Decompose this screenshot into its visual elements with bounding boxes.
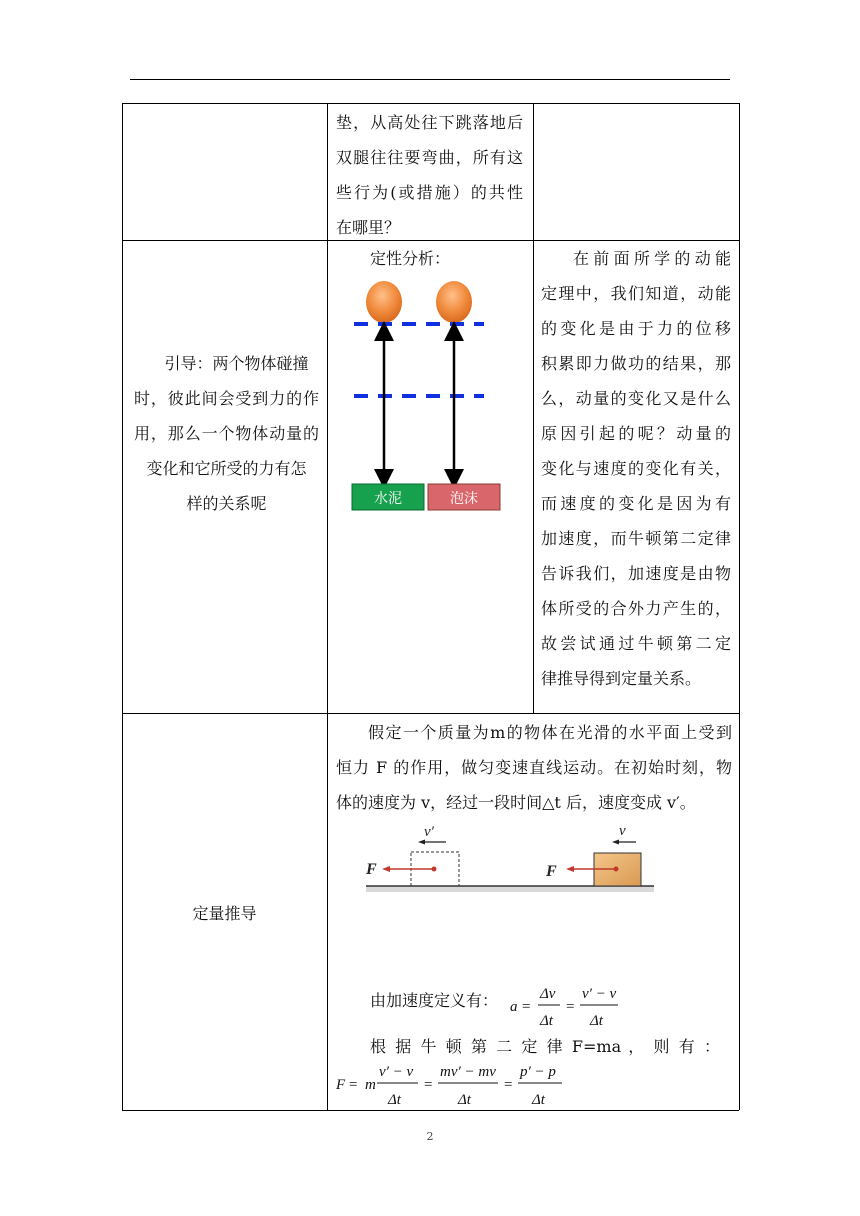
accel-definition-text: 由加速度定义有： xyxy=(370,991,499,1010)
text-line: 用，那么一个物体动量的 xyxy=(134,424,319,443)
svg-text:a: a xyxy=(510,999,518,1015)
svg-text:=: = xyxy=(349,1077,358,1093)
text-line: 体的速度为 v，经过一段时间△t 后，速度变成 v′。 xyxy=(336,793,696,812)
svg-text:=: = xyxy=(566,999,575,1015)
cement-label: 水泥 xyxy=(374,491,402,507)
accel-formula xyxy=(510,983,620,1029)
velocity-arrow-left-head xyxy=(418,840,425,845)
text-line: 律推导得到定量关系。 xyxy=(541,669,702,688)
egg-left xyxy=(366,281,402,323)
svg-text:=: = xyxy=(522,999,531,1015)
row3-intro xyxy=(336,715,732,820)
svg-text:Δt: Δt xyxy=(540,1013,553,1029)
svg-text:Δt: Δt xyxy=(532,1092,545,1108)
svg-text:=: = xyxy=(424,1077,433,1093)
quantitative-label: 定量推导 xyxy=(192,904,257,923)
text-line: 引导：两个物体碰撞 xyxy=(164,354,309,373)
qualitative-title: 定性分析： xyxy=(370,249,451,268)
text-line: 告诉我们，加速度是由物 xyxy=(541,564,731,583)
foam-label: 泡沫 xyxy=(450,491,478,507)
text-line: 些行为(或措施）的共性 xyxy=(336,183,523,202)
svg-text:=: = xyxy=(504,1077,513,1093)
text-line: 在前面所学的动能 xyxy=(573,249,731,268)
row2-explanation xyxy=(541,241,731,696)
momentum-formula xyxy=(336,1061,576,1109)
force-arrow-right-head xyxy=(566,866,574,872)
svg-text:Δv: Δv xyxy=(540,986,556,1002)
text-line: 故尝试通过牛顿第二定 xyxy=(541,634,731,653)
force-label-right: F xyxy=(546,863,557,880)
svg-text:Δt: Δt xyxy=(388,1092,401,1108)
egg-right xyxy=(436,281,472,323)
force-figure xyxy=(360,816,660,898)
text-line: 么，动量的变化又是什么 xyxy=(541,389,731,408)
text-line: 变化与速度的变化有关， xyxy=(541,459,731,478)
svg-text:p′ − p: p′ − p xyxy=(520,1064,556,1080)
page-number: 2 xyxy=(426,1130,434,1143)
text-line: 样的关系呢 xyxy=(186,494,267,513)
text-line: 在哪里？ xyxy=(336,218,401,237)
force-label-left: F xyxy=(366,861,377,878)
svg-text:v′ − v: v′ − v xyxy=(379,1064,414,1080)
egg-drop-figure xyxy=(328,273,533,518)
text-line: 定理中，我们知道，动能 xyxy=(541,284,731,303)
velocity-arrow-right-head xyxy=(612,840,619,845)
surface-shade xyxy=(366,886,654,892)
text-line: 变化和它所受的力有怎 xyxy=(146,459,307,478)
text-line: 加速度，而牛顿第二定律 xyxy=(541,529,731,548)
velocity-label: v xyxy=(619,823,626,839)
svg-text:Δt: Δt xyxy=(590,1013,603,1029)
row1-question xyxy=(336,105,523,245)
text-line: 假定一个质量为m的物体在光滑的水平面上受到 xyxy=(368,723,732,742)
svg-text:F: F xyxy=(336,1077,346,1093)
text-line: 原因引起的呢？动量的 xyxy=(541,424,731,443)
svg-text:m: m xyxy=(365,1077,376,1093)
svg-text:Δt: Δt xyxy=(458,1092,471,1108)
text-line: 双腿往往要弯曲，所有这 xyxy=(336,148,523,167)
text-line: 恒力 F 的作用，做匀变速直线运动。在初始时刻，物 xyxy=(336,758,732,777)
row2-guide xyxy=(134,346,319,521)
svg-text:mv′ − mv: mv′ − mv xyxy=(440,1064,496,1080)
lesson-table xyxy=(122,103,739,1110)
text-line: 时，彼此间会受到力的作 xyxy=(134,389,319,408)
text-line: 的变化是由于力的位移 xyxy=(541,319,731,338)
header-rule xyxy=(130,79,730,80)
force-arrow-left-head xyxy=(382,866,390,872)
velocity-label-prime: v′ xyxy=(424,824,434,840)
text-line: 垫，从高处往下跳落地后 xyxy=(336,113,523,132)
text-line: 体所受的合外力产生的， xyxy=(541,599,731,618)
newton-law-text: 根 据 牛 顿 第 二 定 律 F=ma ， 则 有 ： xyxy=(370,1037,720,1056)
text-line: 积累即力做功的结果，那 xyxy=(541,354,731,373)
text-line: 而速度的变化是因为有 xyxy=(541,494,731,513)
svg-text:v′ − v: v′ − v xyxy=(582,986,617,1002)
